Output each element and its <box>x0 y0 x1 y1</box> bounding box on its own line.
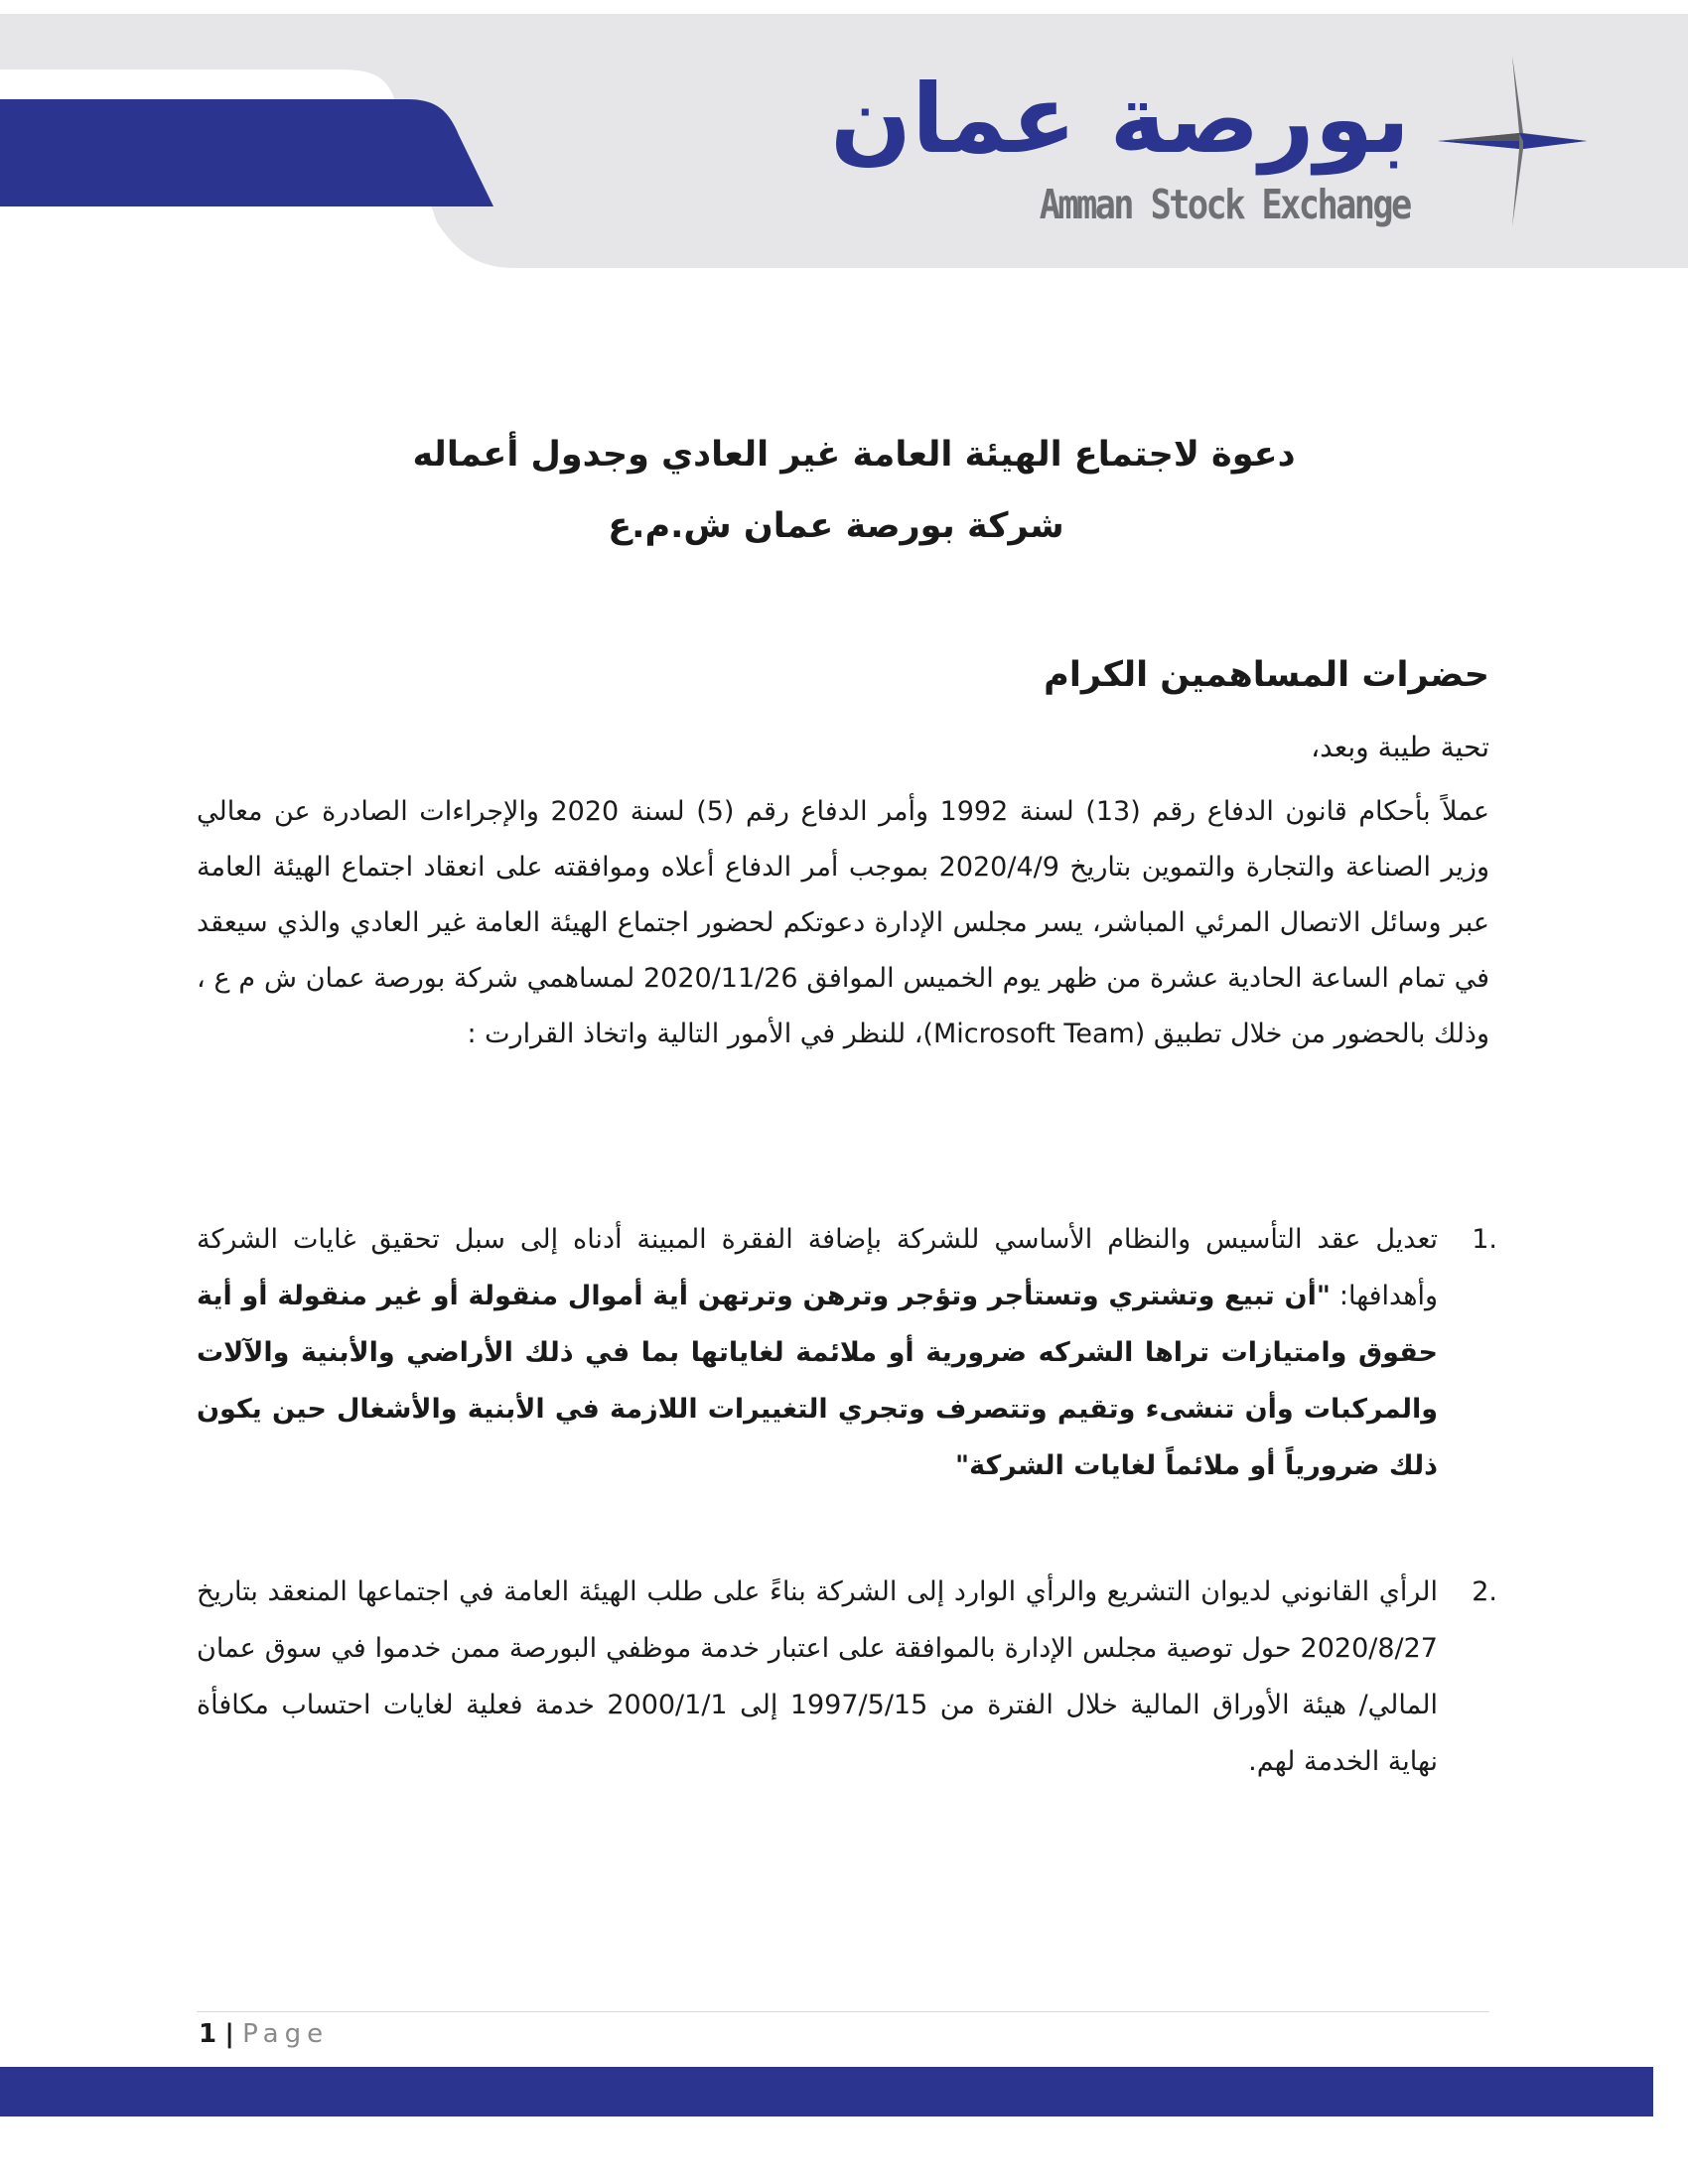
page-separator: | <box>224 2019 234 2049</box>
agenda-item-2 <box>197 1564 1497 1790</box>
star-compass-icon <box>1438 56 1587 226</box>
document-titles <box>0 427 1688 554</box>
page-footer <box>199 2019 329 2049</box>
footer-divider <box>197 2011 1489 2012</box>
logo <box>830 60 1587 238</box>
logo-english-text: Amman Stock Exchange <box>1040 181 1410 228</box>
page-word: Page <box>242 2019 330 2049</box>
agenda-item-1 <box>197 1211 1497 1494</box>
agenda-item-quote: "أن تبيع وتشتري وتستأجر وتؤجر وترهن وترتهن أية أموال منقولة أو غير منقولة أو أية حقوق وامتيازات تراها الشركه ضرورية أو ملائمة لغاياتها بما في ذلك الأراضي والأبنية والآلات والمركبات وأن تنشىء وتقيم وتتصرف وتجري التغييرات اللازمة في الأبنية والأشغال حين يكون ذلك ضرورياً أو ملائماً لغايات الشركة" <box>197 1281 1438 1481</box>
agenda-item-intro: تعديل عقد التأسيس والنظام الأساسي للشركة بإضافة الفقرة المبينة أدناه إلى سبل تحقيق غايات الشركة وأهدافها: <box>197 1224 1438 1311</box>
intro-paragraph: عملاً بأحكام قانون الدفاع رقم (13) لسنة 1992 وأمر الدفاع رقم (5) لسنة 2020 والإجراءات الصادرة عن معالي وزير الصناعة والتجارة والتموين بتاريخ 2020/4/9 بموجب أمر الدفاع أعلاه وموافقته على انعقاد اجتماع الهيئة العامة عبر وسائل الاتصال المرئي المباشر، يسر مجلس الإدارة دعوتكم لحضور اجتماع الهيئة العامة غير العادي والذي سيعقد في تمام الساعة الحادية عشرة من ظهر يوم الخميس الموافق 2020/11/26 لمساهمي شركة بورصة عمان ش م ع ، وذلك بالحضور من خلال تطبيق (Microsoft Team)، للنظر في الأمور التالية واتخاذ القرارت : <box>197 796 1490 1049</box>
shareholders-heading: حضرات المساهمين الكرام <box>1044 655 1489 695</box>
agenda-item-number: 2. <box>1472 1576 1497 1607</box>
greeting-line: تحية طيبة وبعد، <box>1311 731 1489 763</box>
header-blue-swoosh <box>0 99 493 206</box>
logo-arabic-text: بورصة عمان <box>830 64 1410 175</box>
footer-bar <box>0 2067 1653 2116</box>
page-number: 1 <box>199 2019 217 2049</box>
agenda-item-number: 1. <box>1472 1224 1497 1255</box>
company-title: شركة بورصة عمان ش.م.ع <box>608 506 1064 546</box>
invitation-title: دعوة لاجتماع الهيئة العامة غير العادي وجدول أعماله <box>412 435 1296 475</box>
agenda-item-text: الرأي القانوني لديوان التشريع والرأي الوارد إلى الشركة بناءً على طلب الهيئة العامة في اجتماعها المنعقد بتاريخ 2020/8/27 حول توصية مجلس الإدارة بالموافقة على اعتبار خدمة موظفي البورصة ممن خدموا في سوق عمان المالي/ هيئة الأوراق المالية خلال الفترة من 1997/5/15 إلى 2000/1/1 خدمة فعلية لغايات احتساب مكافأة نهاية الخدمة لهم. <box>197 1576 1438 1777</box>
